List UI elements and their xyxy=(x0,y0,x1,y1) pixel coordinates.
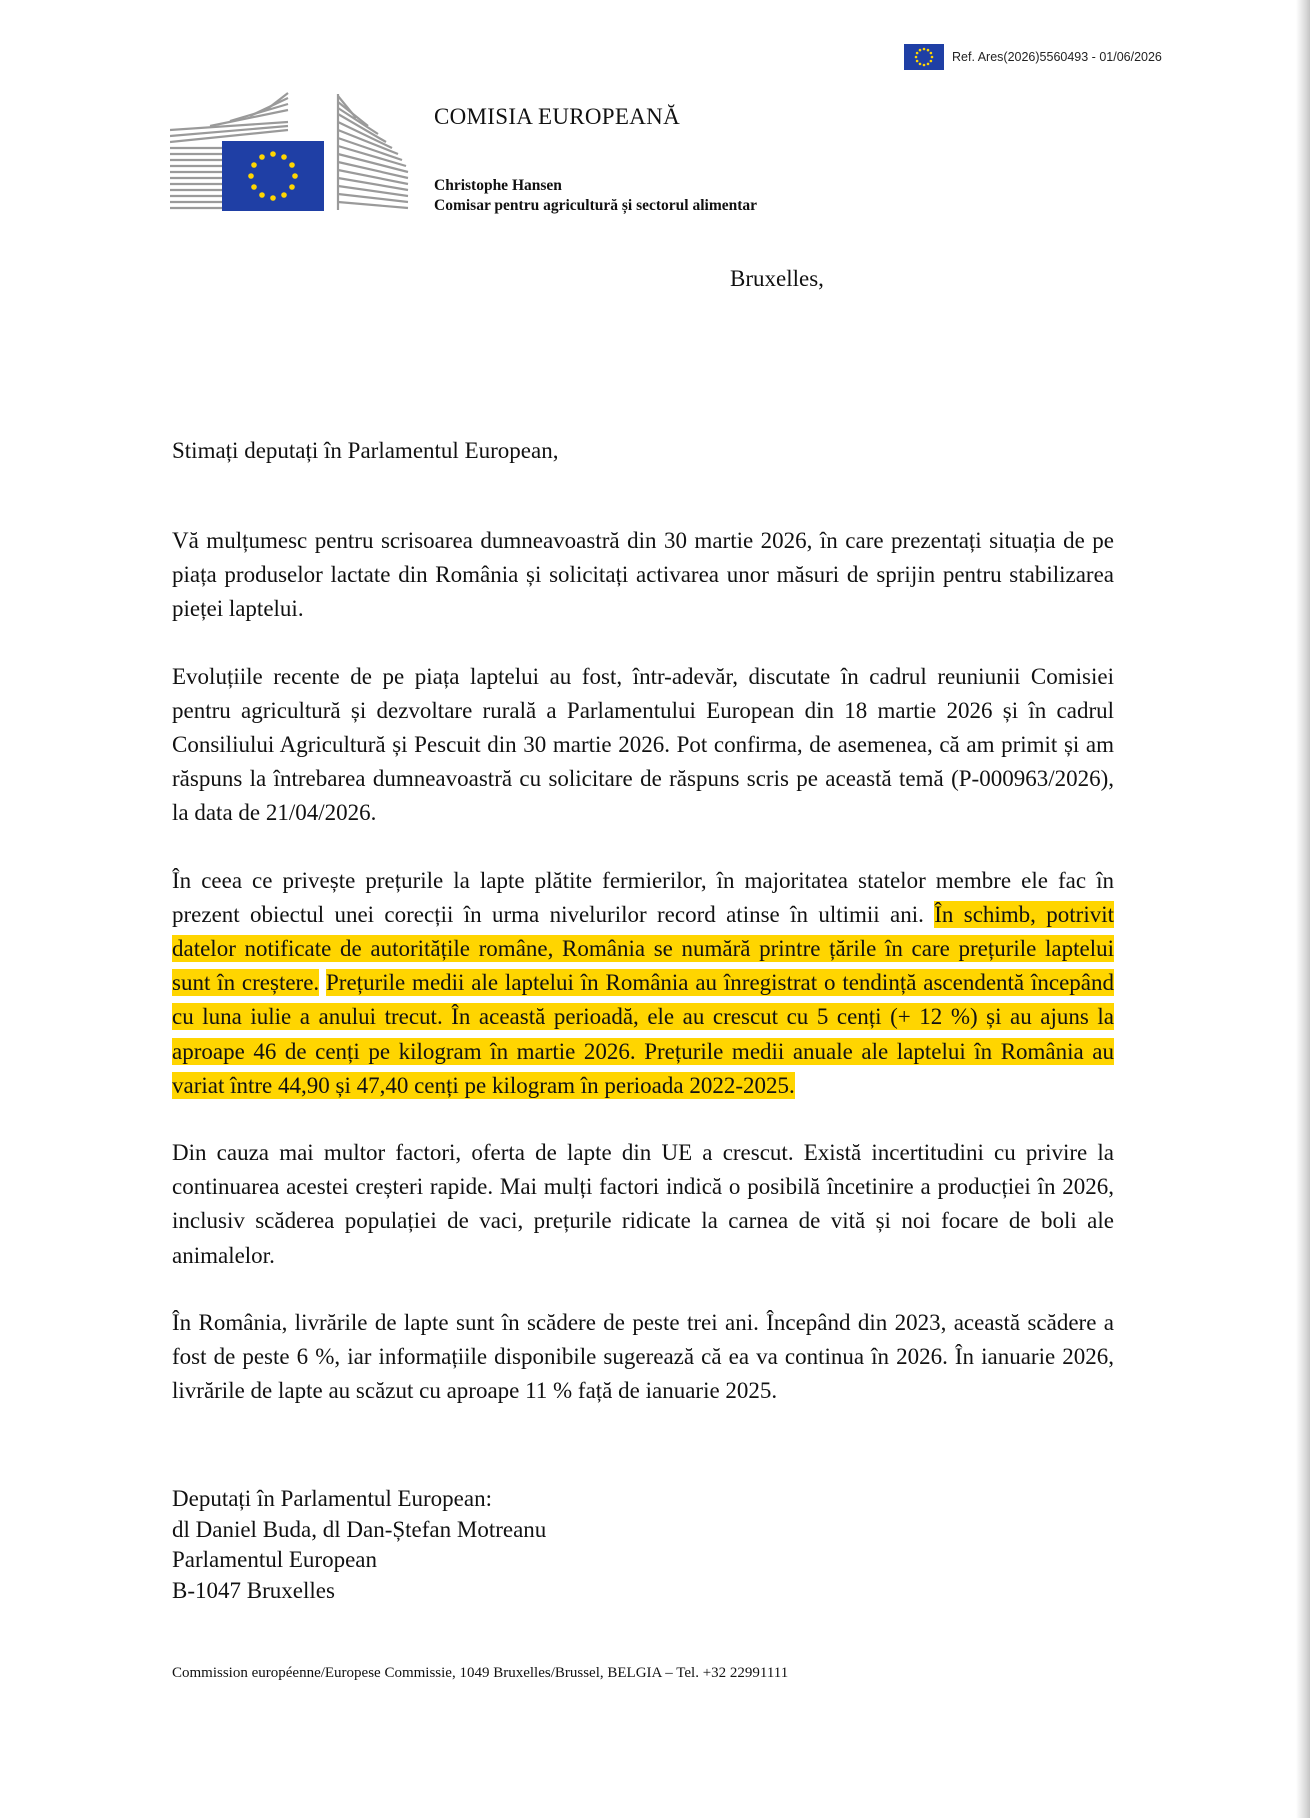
european-commission-logo-icon xyxy=(170,92,410,212)
letter-body xyxy=(172,524,1114,1441)
address-line-3: Parlamentul European xyxy=(172,1547,378,1572)
eu-logo-flag xyxy=(222,141,324,211)
paragraph-1: Vă mulțumesc pentru scrisoarea dumneavoastră din 30 martie 2026, în care prezentați situația de pe piața produselor lactate din România și solicitați activarea unor măsuri de sprijin pentru stabilizarea pieței laptelui. xyxy=(172,528,1114,622)
commissioner-block xyxy=(434,176,757,216)
commissioner-title: Comisar pentru agricultură și sectorul alimentar xyxy=(434,197,758,214)
reference-number: Ref. Ares(2026)5560493 - 01/06/2026 xyxy=(952,50,1162,64)
page-edge-shadow xyxy=(1296,0,1310,1818)
highlighted-text-1: În schimb, potrivit datelor notificate de autoritățile române, România se numără printre țările în care prețurile laptelui sunt în creștere. xyxy=(172,901,1115,996)
paragraph-2: Evoluțiile recente de pe piața laptelui au fost, într-adevăr, discutate în cadrul reuniunii Comisiei pentru agricultură și dezvoltare rurală a Parlamentului European din 18 martie 2026 și în cadrul Consiliului Agricultură și Pescuit din 30 martie 2026. Pot confirma, de asemenea, că am primit și am răspuns la întrebarea dumneavoastră cu solicitare de răspuns scris pe această temă (P-000963/2026), la data de 21/04/2026. xyxy=(172,663,1114,826)
paragraph-4: Din cauza mai multor factori, oferta de lapte din UE a crescut. Există incertitudini cu privire la continuarea acestei creșteri rapide. Mai mulți factori indică o posibilă încetinire a producției în 2026, inclusiv scăderea populației de vaci, prețurile ridicate la carnea de vită și noi focare de boli ale animalelor. xyxy=(172,1140,1114,1268)
recipient-address xyxy=(172,1484,546,1606)
page-footer: Commission européenne/Europese Commissie, 1049 Bruxelles/Brussel, BELGIA – Tel. +32 22991111 xyxy=(172,1665,789,1681)
highlighted-text-2: Prețurile medii ale laptelui în România au înregistrat o tendință ascendentă începând cu luna iulie a anului trecut. În această perioadă, ele au crescut cu 5 cenți (+ 12 %) și au ajuns la aproape 46 de cenți pe kilogram în martie 2026. Prețurile medii anuale ale laptelui în România au variat între 44,90 și 47,40 cenți pe kilogram în perioada 2022-2025. xyxy=(172,970,1115,1098)
eu-flag-icon xyxy=(904,44,944,70)
address-line-1: Deputați în Parlamentul European: xyxy=(172,1486,492,1511)
paragraph-5: În România, livrările de lapte sunt în scădere de peste trei ani. Începând din 2023, această scădere a fost de peste 6 %, iar informațiile disponibile sugerează că ea va continua în 2026. În ianuarie 2026, livrările de lapte au scăzut cu aproape 11 % față de ianuarie 2025. xyxy=(172,1309,1114,1404)
commissioner-name: Christophe Hansen xyxy=(434,177,562,194)
address-line-4: B-1047 Bruxelles xyxy=(172,1577,335,1603)
paragraph-3 xyxy=(172,864,1114,1103)
address-line-2: dl Daniel Buda, dl Dan-Ștefan Motreanu xyxy=(172,1516,547,1542)
letter-city: Bruxelles, xyxy=(730,266,824,291)
letter-salutation: Stimați deputați în Parlamentul European, xyxy=(172,438,559,463)
reference-stamp xyxy=(904,44,1162,70)
organization-title: COMISIA EUROPEANĂ xyxy=(434,104,680,129)
paragraph-3-text: În ceea ce privește prețurile la lapte plătite fermierilor, în majoritatea statelor membre ele fac în prezent obiectul unei corecții în urma nivelurilor record atinse în ultimii ani. xyxy=(172,867,1114,927)
